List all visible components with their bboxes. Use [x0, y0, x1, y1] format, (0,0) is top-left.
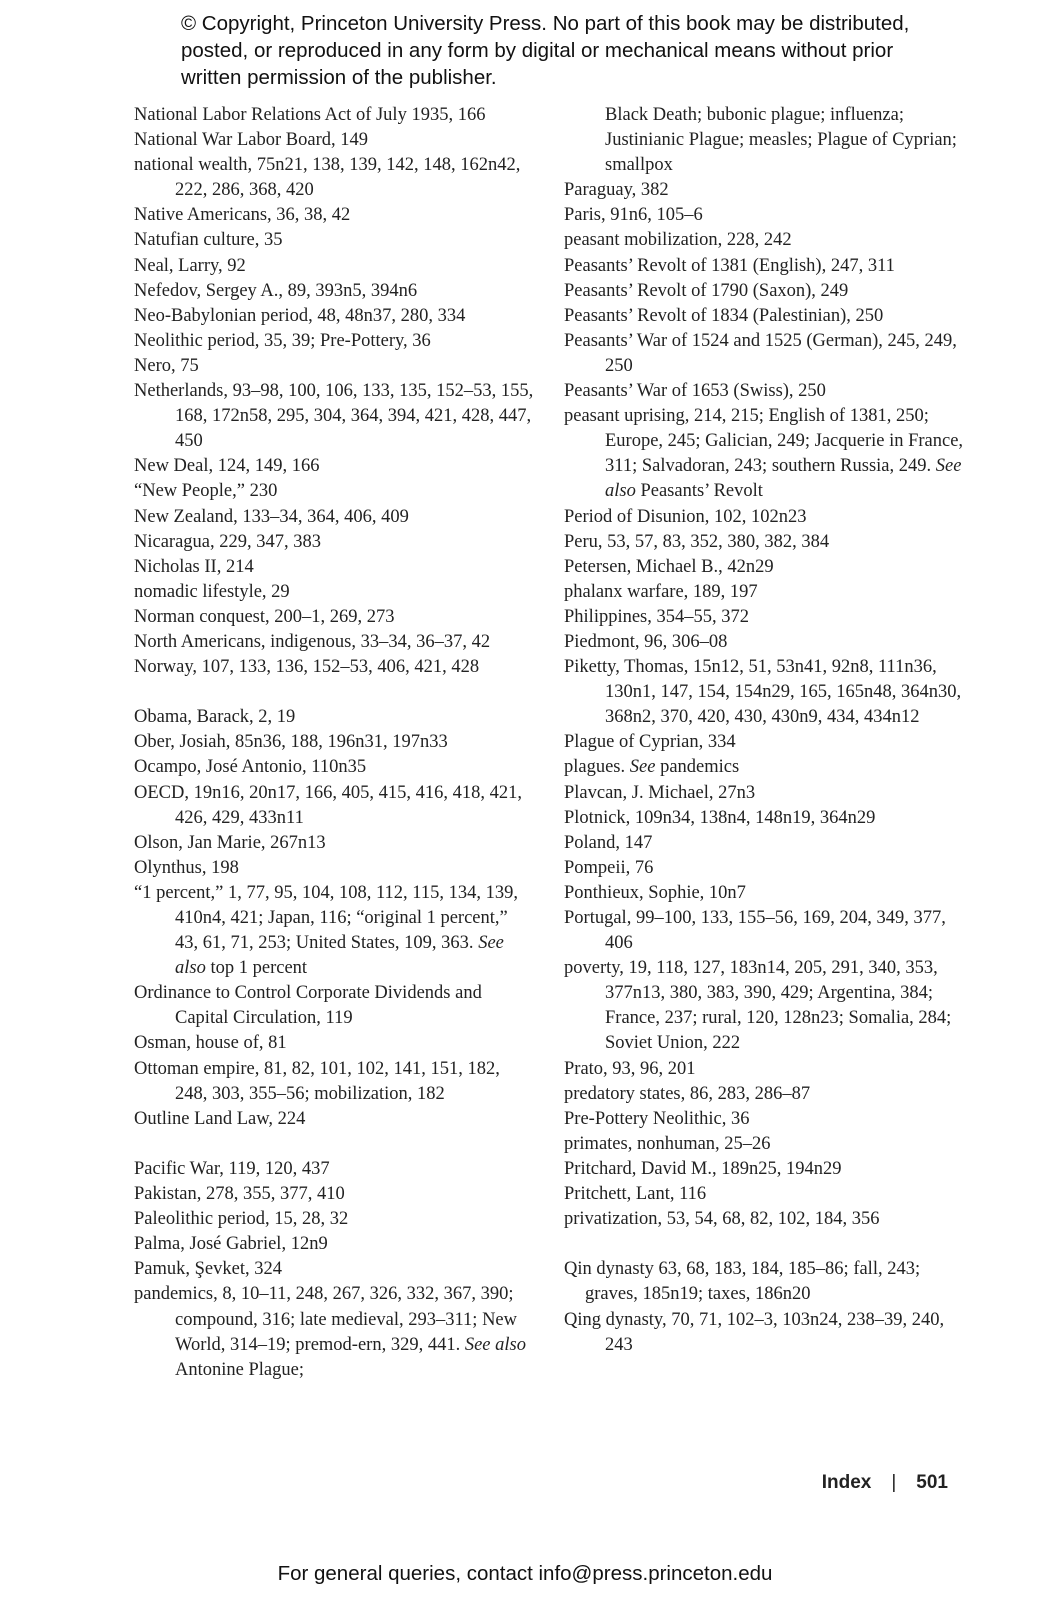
index-entry: Qin dynasty 63, 68, 183, 184, 185–86; fall, 243; graves, 185n19; taxes, 186n20: [564, 1259, 921, 1305]
index-entry: Pamuk, Şevket, 324: [134, 1259, 282, 1280]
cross-reference-target: Antonine Plague;: [175, 1359, 304, 1380]
index-entry: Plague of Cyprian, 334: [564, 732, 736, 753]
index-entry: Ordinance to Control Corporate Dividends and Capital Circulation, 119: [134, 983, 482, 1029]
index-entry-text: peasant uprising, 214, 215; English of 1381, 250; Europe, 245; Galician, 249; Jacquerie in France, 311; Salvadoran, 243; southern Russia, 249.: [564, 406, 964, 477]
index-entry: North Americans, indigenous, 33–34, 36–37, 42: [134, 631, 491, 652]
cross-reference-label: See also: [175, 933, 504, 979]
index-entry: Peasants’ War of 1653 (Swiss), 250: [564, 381, 826, 402]
index-entry: Native Americans, 36, 38, 42: [134, 205, 351, 226]
index-entry: national wealth, 75n21, 138, 139, 142, 148, 162n42, 222, 286, 368, 420: [134, 155, 521, 201]
index-entry-text: pandemics, 8, 10–11, 248, 267, 326, 332, 367, 390; compound, 316; late medieval, 293–311; New World, 314–19; premod-ern, 329, 441.: [134, 1284, 518, 1355]
index-entry: Outline Land Law, 224: [134, 1108, 306, 1129]
cross-reference-label: See: [629, 757, 656, 778]
page-number: 501: [916, 1472, 948, 1493]
index-entry: Nicaragua, 229, 347, 383: [134, 531, 322, 552]
index-entry: Nicholas II, 214: [134, 556, 254, 577]
index-entry: Piedmont, 96, 306–08: [564, 631, 728, 652]
index-entry: Norway, 107, 133, 136, 152–53, 406, 421, 428: [134, 657, 480, 678]
index-entry: Osman, house of, 81: [134, 1033, 287, 1054]
index-entry: Poland, 147: [564, 832, 653, 853]
index-entry: Natufian culture, 35: [134, 230, 283, 251]
index-entry: [134, 1282, 534, 1382]
cross-reference-target: Peasants’ Revolt: [635, 481, 763, 502]
index-entry: Olynthus, 198: [134, 857, 239, 878]
index-entry: Pre-Pottery Neolithic, 36: [564, 1108, 750, 1129]
index-entry: OECD, 19n16, 20n17, 166, 405, 415, 416, 418, 421, 426, 429, 433n11: [134, 782, 522, 828]
cross-reference-label: See also: [464, 1334, 526, 1355]
index-entry: Paraguay, 382: [564, 180, 669, 201]
index-entry: poverty, 19, 118, 127, 183n14, 205, 291, 340, 353, 377n13, 380, 383, 390, 429; Argentina, 384; France, 237; rural, 120, 128n23; Somalia, 284; Soviet Union, 222: [564, 958, 952, 1054]
index-entry: [564, 404, 964, 504]
index-column-right: [564, 103, 964, 1358]
contact-footer: For general queries, contact info@press.princeton.edu: [277, 1562, 773, 1585]
index-entry: Neal, Larry, 92: [134, 255, 246, 276]
running-head: [822, 1472, 948, 1494]
index-entry: Nero, 75: [134, 355, 199, 376]
letter-group-gap: [134, 680, 534, 705]
index-entry: Qing dynasty, 70, 71, 102–3, 103n24, 238–39, 240, 243: [564, 1309, 945, 1355]
index-entry: Portugal, 99–100, 133, 155–56, 169, 204, 349, 377, 406: [564, 908, 946, 954]
running-head-separator: |: [891, 1472, 897, 1493]
index-entry-text: “1 percent,” 1, 77, 95, 104, 108, 112, 115, 134, 139, 410n4, 421; Japan, 116; “original 1 percent,” 43, 61, 71, 253; United States, 109, 363.: [134, 882, 518, 954]
index-entry: Peru, 53, 57, 83, 352, 380, 382, 384: [564, 531, 830, 552]
index-entry: Ocampo, José Antonio, 110n35: [134, 757, 367, 778]
index-entry: Peasants’ Revolt of 1381 (English), 247, 311: [564, 255, 895, 276]
index-entry: Pakistan, 278, 355, 377, 410: [134, 1184, 345, 1205]
index-entry: New Deal, 124, 149, 166: [134, 456, 320, 477]
index-entry: Pacific War, 119, 120, 437: [134, 1158, 330, 1179]
index-entry: peasant mobilization, 228, 242: [564, 230, 792, 251]
index-entry: National War Labor Board, 149: [134, 130, 368, 151]
index-entry-text: plagues.: [564, 757, 626, 778]
index-entry: nomadic lifestyle, 29: [134, 581, 290, 602]
index-entry: Obama, Barack, 2, 19: [134, 707, 296, 728]
index-entry: Peasants’ Revolt of 1790 (Saxon), 249: [564, 280, 849, 301]
cross-reference-label: See also: [605, 456, 962, 502]
index-entry: Nefedov, Sergey A., 89, 393n5, 394n6: [134, 280, 418, 301]
index-entry: Palma, José Gabriel, 12n9: [134, 1234, 328, 1255]
index-entry: predatory states, 86, 283, 286–87: [564, 1083, 811, 1104]
cross-reference-target: top 1 percent: [205, 958, 308, 979]
index-entry: Philippines, 354–55, 372: [564, 606, 750, 627]
index-entry: Ponthieux, Sophie, 10n7: [564, 882, 746, 903]
index-entry: Ottoman empire, 81, 82, 101, 102, 141, 151, 182, 248, 303, 355–56; mobilization, 182: [134, 1058, 500, 1104]
cross-reference-target: pandemics: [655, 757, 740, 778]
index-entry: Neo-Babylonian period, 48, 48n37, 280, 334: [134, 305, 466, 326]
index-entry: Neolithic period, 35, 39; Pre-Pottery, 36: [134, 330, 431, 351]
index-entry: “New People,” 230: [134, 481, 278, 502]
index-entry: Pritchard, David M., 189n25, 194n29: [564, 1158, 842, 1179]
letter-group-gap: [134, 1132, 534, 1157]
index-entry-continuation: Black Death; bubonic plague; influenza; Justinianic Plague; measles; Plague of Cyprian; smallpox: [605, 105, 957, 176]
index-entry: Plotnick, 109n34, 138n4, 148n19, 364n29: [564, 807, 876, 828]
index-entry: Pompeii, 76: [564, 857, 654, 878]
index-entry: Petersen, Michael B., 42n29: [564, 556, 774, 577]
index-entry: phalanx warfare, 189, 197: [564, 581, 758, 602]
copyright-notice: © Copyright, Princeton University Press. No part of this book may be distributed, posted, or reproduced in any form by digital or mechanical means without prior written permission of the publisher.: [181, 12, 910, 89]
index-column-left: [134, 103, 534, 1383]
index-entry: Peasants’ Revolt of 1834 (Palestinian), 250: [564, 305, 884, 326]
index-entry: Prato, 93, 96, 201: [564, 1058, 696, 1079]
index-entry: privatization, 53, 54, 68, 82, 102, 184, 356: [564, 1209, 880, 1230]
index-entry: Paris, 91n6, 105–6: [564, 205, 703, 226]
index-entry: Period of Disunion, 102, 102n23: [564, 506, 807, 527]
index-entry: primates, nonhuman, 25–26: [564, 1133, 771, 1154]
index-entry: Plavcan, J. Michael, 27n3: [564, 782, 756, 803]
index-entry: New Zealand, 133–34, 364, 406, 409: [134, 506, 409, 527]
index-entry: Netherlands, 93–98, 100, 106, 133, 135, 152–53, 155, 168, 172n58, 295, 304, 364, 394, 421, 428, 447, 450: [134, 381, 534, 452]
running-head-label: Index: [821, 1472, 872, 1493]
index-entry: Pritchett, Lant, 116: [564, 1184, 707, 1205]
index-entry: Peasants’ War of 1524 and 1525 (German), 245, 249, 250: [564, 330, 957, 376]
index-entry: [564, 755, 964, 780]
index-entry: Olson, Jan Marie, 267n13: [134, 832, 326, 853]
index-entry: Norman conquest, 200–1, 269, 273: [134, 606, 395, 627]
letter-group-gap: [564, 1232, 964, 1257]
index-entry: Piketty, Thomas, 15n12, 51, 53n41, 92n8, 111n36, 130n1, 147, 154, 154n29, 165, 165n48, 364n30, 368n2, 370, 420, 430, 430n9, 434, 434n12: [564, 657, 962, 728]
index-entry: National Labor Relations Act of July 1935, 166: [134, 105, 486, 125]
index-entry: Paleolithic period, 15, 28, 32: [134, 1209, 349, 1230]
index-entry: Ober, Josiah, 85n36, 188, 196n31, 197n33: [134, 732, 448, 753]
index-entry: [134, 881, 534, 981]
